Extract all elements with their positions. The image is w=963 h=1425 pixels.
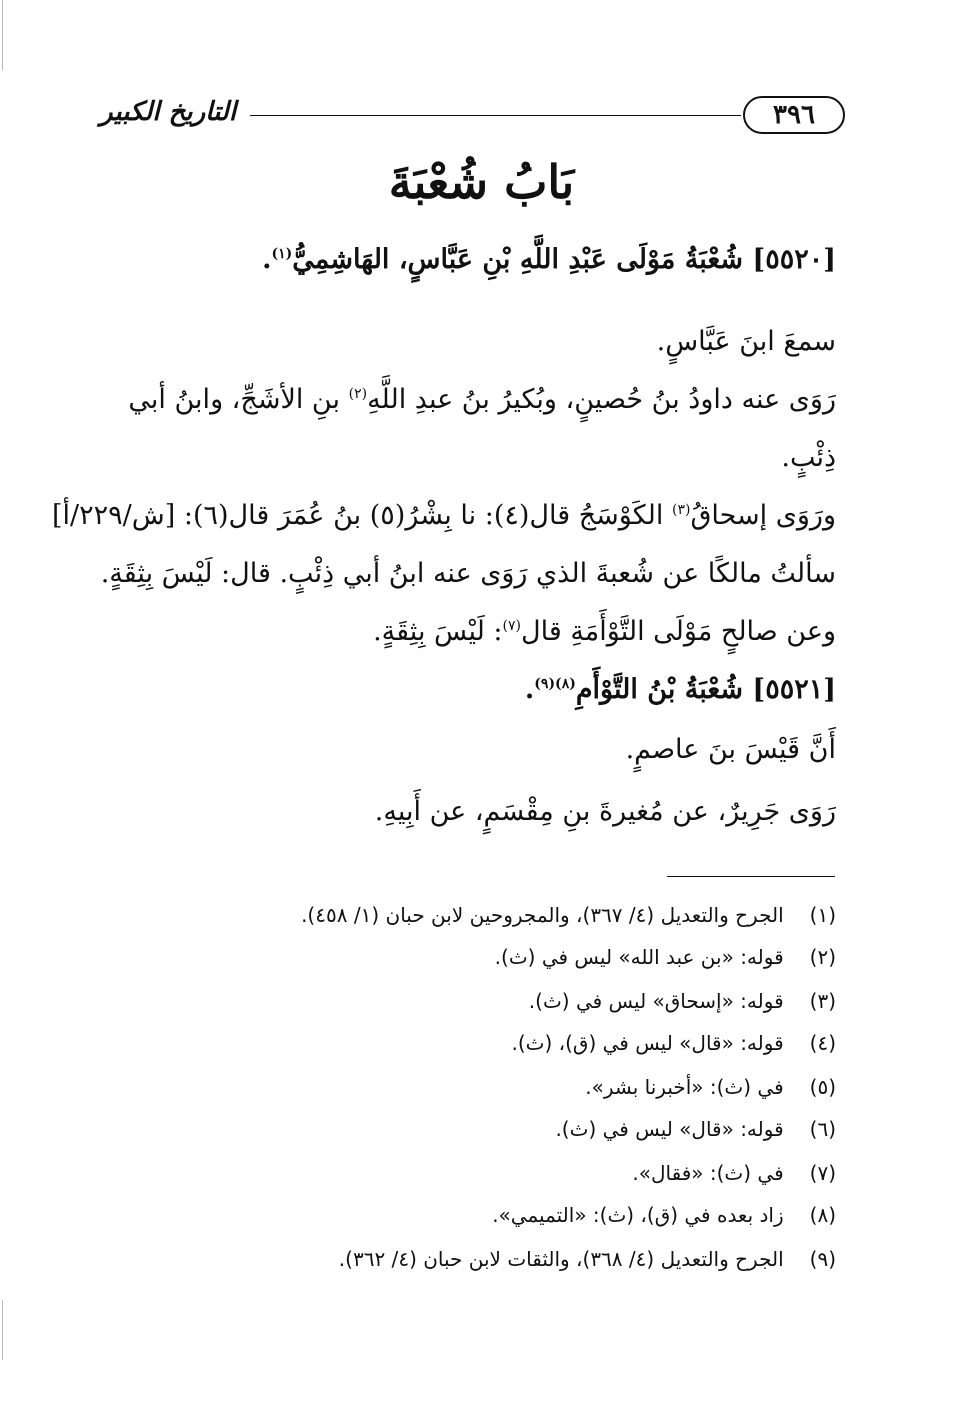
footnote: (٦) قوله: «قال» ليس في (ث). bbox=[555, 1117, 836, 1141]
footnote: (٩) الجرح والتعديل (٤/ ٣٦٨)، والثقات لابن حبان (٤/ ٣٦٢). bbox=[338, 1247, 836, 1271]
text-line: رَوَى جَرِيرٌ، عن مُغيرةَ بنِ مِقْسَمٍ، عن أَبِيهِ. bbox=[374, 796, 836, 827]
text-line: وعن صالحٍ مَوْلَى التَّوْأَمَةِ قال$^{(٧)}$: لَيْسَ بِثِقَةٍ. bbox=[373, 616, 836, 647]
text-line: سألتُ مالكًا عن شُعبةَ الذي رَوَى عنه ابنُ أبي ذِئْبٍ. قال: لَيْسَ بِثِقَةٍ. bbox=[100, 558, 836, 589]
scan-edge-mark bbox=[2, 1300, 3, 1360]
chapter-title: بَابُ شُعْبَةَ bbox=[388, 155, 575, 209]
book-title: التاريخ الكبير bbox=[100, 97, 237, 127]
footnote: (١) الجرح والتعديل (٤/ ٣٦٧)، والمجروحين لابن حبان (١/ ٤٥٨). bbox=[301, 903, 836, 927]
footnote: (٣) قوله: «إسحاق» ليس في (ث). bbox=[528, 989, 836, 1013]
footnote: (٨) زاد بعده في (ق)، (ث): «التميمي». bbox=[492, 1203, 836, 1227]
footnote: (٢) قوله: «بن عبد الله» ليس في (ث). bbox=[494, 945, 836, 969]
text-line: ورَوَى إسحاقُ$^{(٣)}$ الكَوْسَجُ قال(٤): نا بِشْرُ(٥) بنُ عُمَرَ قال(٦): [ش/٢٢٩/أ] bbox=[52, 500, 836, 531]
text-line: أَنَّ قَيْسَ بنَ عاصمٍ. bbox=[625, 734, 836, 765]
page-number: ٣٩٦ bbox=[743, 96, 845, 134]
footnote: (٤) قوله: «قال» ليس في (ق)، (ث). bbox=[511, 1031, 836, 1055]
entry-5520-heading: [٥٥٢٠] شُعْبَةُ مَوْلَى عَبْدِ اللَّهِ بْنِ عَبَّاسٍ، الهَاشِمِيُّ$^{(١)}$. bbox=[262, 244, 836, 275]
text-line: سمعَ ابنَ عَبَّاسٍ. bbox=[656, 326, 836, 357]
header-rule bbox=[250, 115, 741, 116]
footnote: (٧) في (ث): «فقال». bbox=[632, 1161, 836, 1185]
footnote-separator bbox=[667, 876, 835, 877]
entry-5521-heading: [٥٥٢١] شُعْبَةُ بْنُ التَّوْأَمِ$^{(٨)(٩)}$. bbox=[524, 674, 836, 705]
scan-edge-mark bbox=[2, 0, 3, 70]
page-header bbox=[100, 92, 845, 138]
text-line: رَوَى عنه داودُ بنُ حُصينٍ، وبُكيرُ بنُ عبدِ اللَّهِ$^{(٢)}$ بنِ الأشَجِّ، وابنُ أبي bbox=[128, 384, 836, 415]
text-line: ذِئْبٍ. bbox=[781, 442, 836, 473]
footnote: (٥) في (ث): «أخبرنا بشر». bbox=[585, 1075, 836, 1099]
